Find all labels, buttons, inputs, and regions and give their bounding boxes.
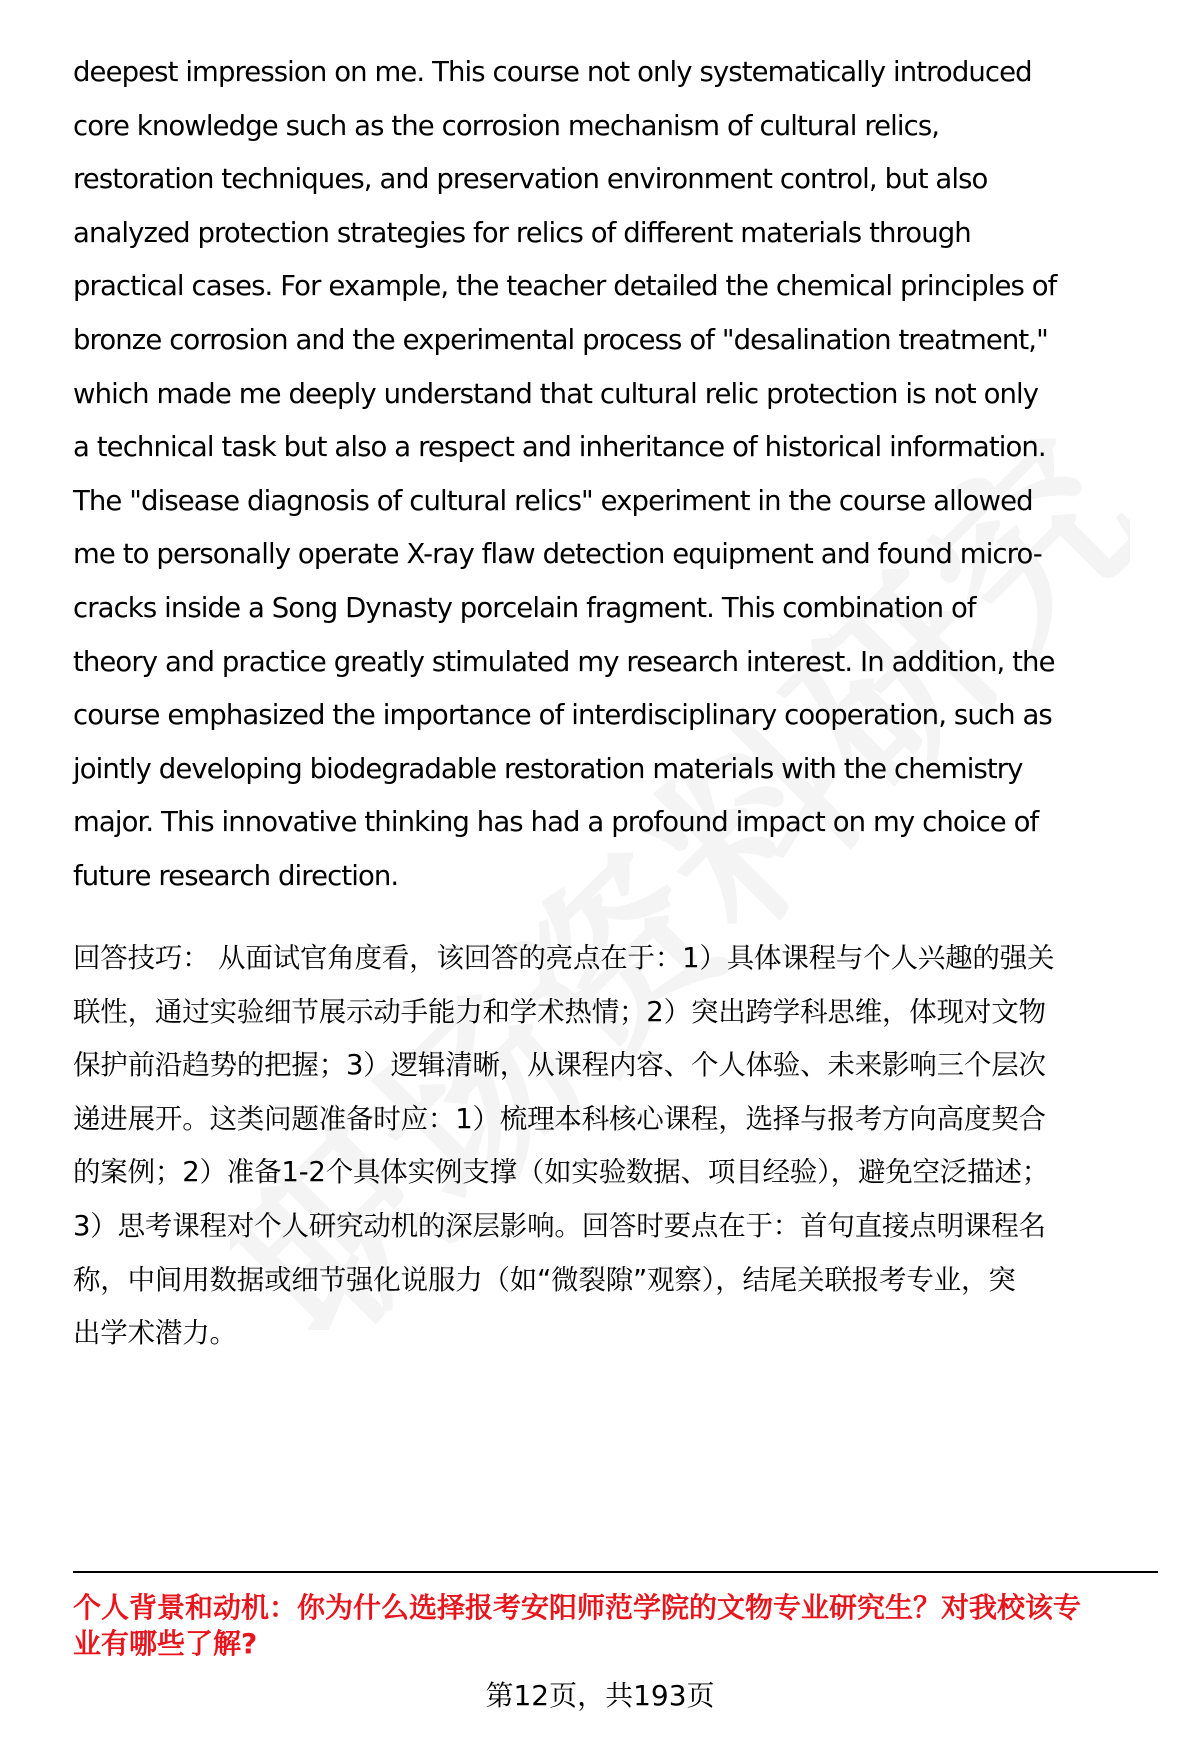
- text-line: jointly developing biodegradable restoration materials with the chemistry: [73, 752, 1023, 785]
- text-line: 的案例；2）准备1-2个具体实例支撑（如实验数据、项目经验），避免空泛描述；: [73, 1156, 1050, 1189]
- text-line: cracks inside a Song Dynasty porcelain fragment. This combination of: [73, 591, 976, 624]
- text-line: bronze corrosion and the experimental process of "desalination treatment,": [73, 323, 1048, 356]
- text-line: The "disease diagnosis of cultural relics" experiment in the course allowed: [73, 484, 1033, 517]
- text-line: a technical task but also a respect and inheritance of historical information.: [73, 431, 1046, 464]
- text-line: 称，中间用数据或细节强化说服力（如“微裂隙”观察），结尾关联报考专业，突: [73, 1263, 1016, 1296]
- section-divider: [73, 1571, 1158, 1573]
- heading-line: 业有哪些了解?: [73, 1627, 258, 1660]
- text-line: core knowledge such as the corrosion mechanism of cultural relics,: [73, 109, 940, 142]
- text-line: analyzed protection strategies for relics of different materials through: [73, 216, 971, 249]
- text-line: theory and practice greatly stimulated my research interest. In addition, the: [73, 645, 1055, 678]
- answer-english-paragraph: [73, 50, 1173, 908]
- text-line: 回答技巧： 从面试官角度看，该回答的亮点在于：1）具体课程与个人兴趣的强关: [73, 942, 1055, 974]
- text-line: 3）思考课程对个人研究动机的深层影响。回答时要点在于：首句直接点明课程名: [73, 1209, 1046, 1242]
- text-line: future research direction.: [73, 859, 399, 892]
- text-line: deepest impression on me. This course not only systematically introduced: [73, 56, 1032, 88]
- text-line: 联性，通过实验细节展示动手能力和学术热情；2）突出跨学科思维，体现对文物: [73, 995, 1046, 1028]
- heading-line: 个人背景和动机：你为什么选择报考安阳师范学院的文物专业研究生？对我校该专: [73, 1591, 1082, 1624]
- text-line: course emphasized the importance of interdisciplinary cooperation, such as: [73, 699, 1052, 732]
- text-line: 递进展开。这类问题准备时应：1）梳理本科核心课程，选择与报考方向高度契合: [73, 1102, 1046, 1135]
- text-line: 保护前沿趋势的把握；3）逻辑清晰，从课程内容、个人体验、未来影响三个层次: [73, 1049, 1046, 1082]
- text-line: practical cases. For example, the teacher detailed the chemical principles of: [73, 270, 1057, 303]
- text-line: me to personally operate X-ray flaw detection equipment and found micro-: [73, 538, 1042, 571]
- text-line: major. This innovative thinking has had a profound impact on my choice of: [73, 806, 1039, 839]
- answer-tips-paragraph: [73, 935, 1173, 1364]
- text-line: 出学术潜力。: [73, 1317, 237, 1350]
- text-line: which made me deeply understand that cultural relic protection is not only: [73, 377, 1039, 410]
- next-question-heading: [73, 1590, 1173, 1662]
- text-line: restoration techniques, and preservation environment control, but also: [73, 163, 988, 196]
- page-number: 第12页，共193页: [485, 1679, 715, 1712]
